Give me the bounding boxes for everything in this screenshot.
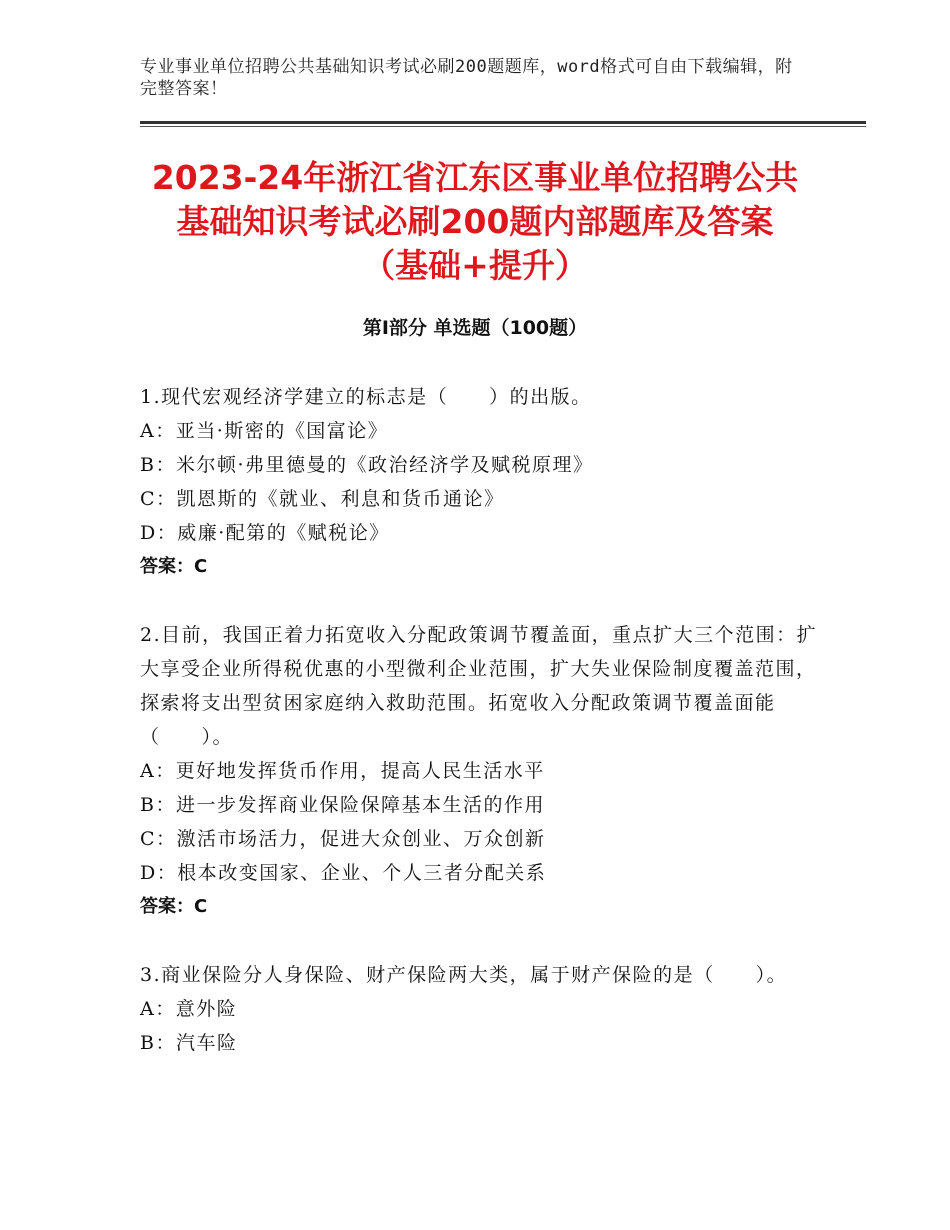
- question-2: [140, 618, 820, 924]
- question-text: 2.目前，我国正着力拓宽收入分配政策调节覆盖面，重点扩大三个范围：扩大享受企业所得税优惠的小型微利企业范围，扩大失业保险制度覆盖范围，探索将支出型贫困家庭纳入救助范围。拓宽收入分配政策调节覆盖面能（ ）。: [140, 624, 818, 748]
- option-a: A：意外险: [140, 998, 238, 1020]
- answer: 答案：C: [140, 556, 208, 577]
- title-line-3: （基础+提升）: [362, 246, 588, 285]
- option-a: A：亚当·斯密的《国富论》: [140, 420, 389, 442]
- answer: 答案：C: [140, 896, 208, 917]
- option-b: B：汽车险: [140, 1032, 238, 1054]
- option-b: B：米尔顿·弗里德曼的《政治经济学及赋税原理》: [140, 454, 594, 476]
- header-note: 专业事业单位招聘公共基础知识考试必刷200题题库，word格式可自由下载编辑，附完整答案！: [140, 57, 793, 99]
- header-rule-thin: [140, 126, 866, 127]
- question-1: [140, 380, 820, 584]
- option-c: C：凯恩斯的《就业、利息和货币通论》: [140, 488, 505, 510]
- document-title: [110, 156, 840, 288]
- question-text: 3.商业保险分人身保险、财产保险两大类，属于财产保险的是（ ）。: [140, 964, 788, 986]
- title-line-2: 基础知识考试必刷200题内部题库及答案: [176, 202, 774, 241]
- option-a: A：更好地发挥货币作用，提高人民生活水平: [140, 760, 545, 782]
- title-line-1: 2023-24年浙江省江东区事业单位招聘公共: [151, 158, 799, 197]
- option-d: D：根本改变国家、企业、个人三者分配关系: [140, 862, 547, 884]
- question-list: [140, 380, 820, 1094]
- header-rule-thick: [140, 121, 866, 124]
- section-heading: 第Ⅰ部分 单选题（100题）: [362, 317, 588, 339]
- option-b: B：进一步发挥商业保险保障基本生活的作用: [140, 794, 545, 816]
- option-d: D：威廉·配第的《赋税论》: [140, 522, 390, 544]
- question-text: 1.现代宏观经济学建立的标志是（ ）的出版。: [140, 386, 592, 408]
- question-3: [140, 958, 820, 1060]
- option-c: C：激活市场活力，促进大众创业、万众创新: [140, 828, 546, 850]
